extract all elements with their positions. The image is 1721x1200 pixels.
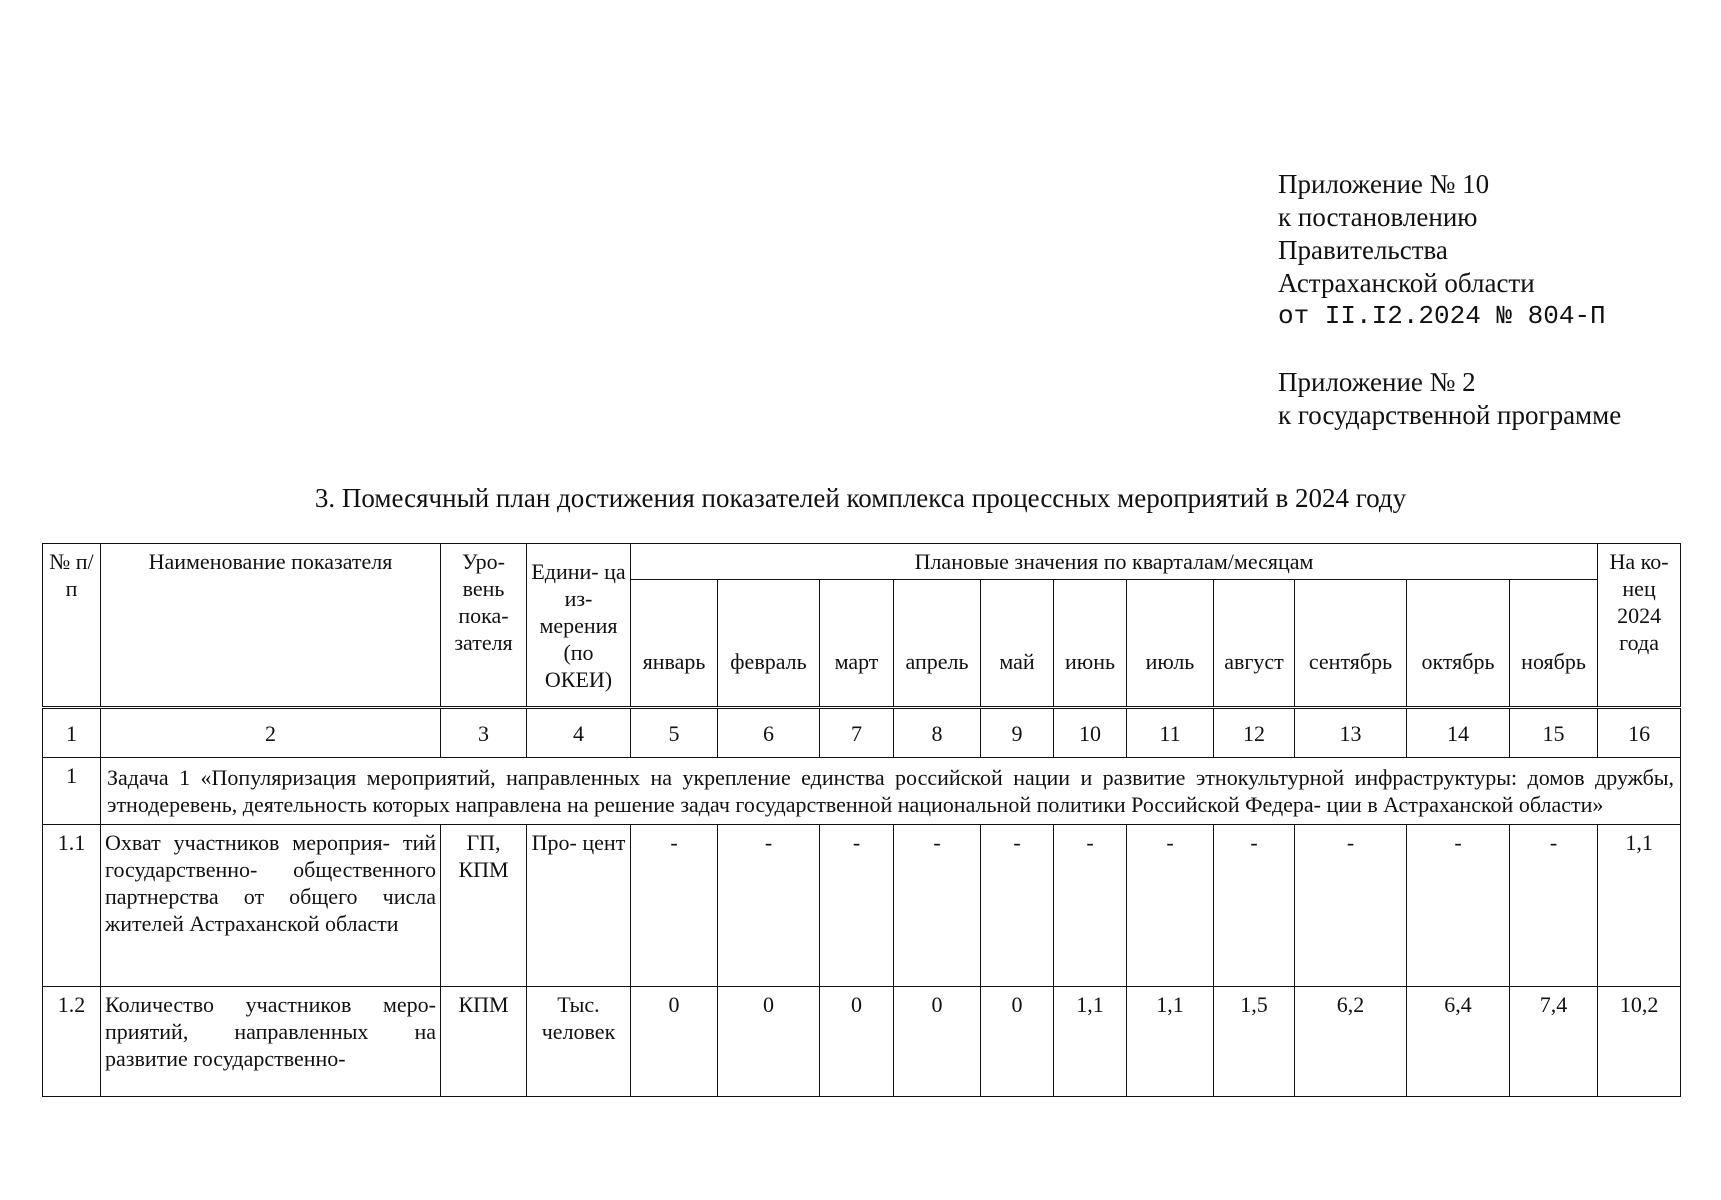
header-month: июль bbox=[1127, 580, 1214, 708]
month-value: - bbox=[1127, 825, 1214, 987]
indicator-unit: Про- цент bbox=[527, 825, 631, 987]
end-value: 1,1 bbox=[1598, 825, 1681, 987]
month-value: - bbox=[1407, 825, 1510, 987]
header-plan: Плановые значения по кварталам/месяцам bbox=[631, 544, 1598, 580]
month-value: - bbox=[820, 825, 894, 987]
row-num: 1.1 bbox=[43, 825, 101, 987]
column-number: 7 bbox=[820, 708, 894, 758]
month-value: - bbox=[894, 825, 981, 987]
column-number: 15 bbox=[1510, 708, 1598, 758]
header-month: март bbox=[820, 580, 894, 708]
document-title: 3. Помесячный план достижения показателей комплекса процессных мероприятий в 2024 году bbox=[314, 483, 1407, 513]
column-number: 8 bbox=[894, 708, 981, 758]
appendix-line-2: к государственной программе bbox=[1278, 400, 1622, 430]
decree-number: от II.I2.2024 № 804-П bbox=[1278, 301, 1606, 331]
task-row bbox=[43, 758, 1681, 825]
indicator-unit: Тыс. человек bbox=[527, 987, 631, 1097]
month-value: - bbox=[1054, 825, 1127, 987]
table-row bbox=[43, 825, 1681, 987]
task-text: Задача 1 «Популяризация мероприятий, направленных на укрепление единства российской нации и развитие этнокультурной инфраструктуры: домов дружбы, этнодеревень, деятельность которых направлена на решение задач государственной национальной политики Российской Федера- ции в Астраханской области» bbox=[101, 758, 1681, 825]
column-number: 13 bbox=[1295, 708, 1407, 758]
month-value: 0 bbox=[894, 987, 981, 1097]
column-number: 3 bbox=[441, 708, 527, 758]
appendix-header bbox=[1278, 168, 1621, 432]
header-line-1: Приложение № 10 bbox=[1278, 169, 1490, 199]
column-number: 1 bbox=[43, 708, 101, 758]
monthly-plan-table bbox=[42, 543, 1681, 1097]
appendix-line-1: Приложение № 2 bbox=[1278, 367, 1476, 397]
column-number: 14 bbox=[1407, 708, 1510, 758]
month-value: - bbox=[1214, 825, 1295, 987]
month-value: 1,5 bbox=[1214, 987, 1295, 1097]
header-month: июнь bbox=[1054, 580, 1127, 708]
header-month: февраль bbox=[718, 580, 820, 708]
column-number: 16 bbox=[1598, 708, 1681, 758]
header-level: Уро- вень пока- зателя bbox=[441, 544, 527, 708]
month-value: 0 bbox=[631, 987, 718, 1097]
header-month: октябрь bbox=[1407, 580, 1510, 708]
header-month: апрель bbox=[894, 580, 981, 708]
month-value: 1,1 bbox=[1127, 987, 1214, 1097]
header-line-2: к постановлению bbox=[1278, 202, 1478, 232]
header-num: № п/п bbox=[43, 544, 101, 708]
header-line-3: Правительства bbox=[1278, 235, 1448, 265]
column-number: 9 bbox=[981, 708, 1054, 758]
month-value: - bbox=[631, 825, 718, 987]
month-value: 6,4 bbox=[1407, 987, 1510, 1097]
month-value: 7,4 bbox=[1510, 987, 1598, 1097]
column-number-row bbox=[43, 708, 1681, 758]
column-number: 5 bbox=[631, 708, 718, 758]
column-number: 10 bbox=[1054, 708, 1127, 758]
table-row bbox=[43, 987, 1681, 1097]
column-number: 12 bbox=[1214, 708, 1295, 758]
header-month: май bbox=[981, 580, 1054, 708]
header-unit: Едини- ца из- мерения (по ОКЕИ) bbox=[527, 544, 631, 708]
header-end: На ко- нец 2024 года bbox=[1598, 544, 1681, 708]
indicator-level: ГП, КПМ bbox=[441, 825, 527, 987]
month-value: 0 bbox=[718, 987, 820, 1097]
header-line-4: Астраханской области bbox=[1278, 268, 1535, 298]
column-number: 6 bbox=[718, 708, 820, 758]
month-value: - bbox=[1510, 825, 1598, 987]
month-value: - bbox=[718, 825, 820, 987]
month-value: 0 bbox=[981, 987, 1054, 1097]
month-value: 1,1 bbox=[1054, 987, 1127, 1097]
row-num: 1.2 bbox=[43, 987, 101, 1097]
column-number: 4 bbox=[527, 708, 631, 758]
column-number: 11 bbox=[1127, 708, 1214, 758]
indicator-name: Охват участников мероприя- тий государственно- общественного партнерства от общего числа жителей Астраханской области bbox=[101, 825, 441, 987]
header-month: сентябрь bbox=[1295, 580, 1407, 708]
column-number: 2 bbox=[101, 708, 441, 758]
header-month: январь bbox=[631, 580, 718, 708]
task-num: 1 bbox=[43, 758, 101, 825]
header-month: август bbox=[1214, 580, 1295, 708]
month-value: - bbox=[1295, 825, 1407, 987]
end-value: 10,2 bbox=[1598, 987, 1681, 1097]
month-value: - bbox=[981, 825, 1054, 987]
header-name: Наименование показателя bbox=[101, 544, 441, 708]
header-month: ноябрь bbox=[1510, 580, 1598, 708]
month-value: 0 bbox=[820, 987, 894, 1097]
indicator-level: КПМ bbox=[441, 987, 527, 1097]
indicator-name: Количество участников меро- приятий, направленных на развитие государственно- bbox=[101, 987, 441, 1097]
month-value: 6,2 bbox=[1295, 987, 1407, 1097]
